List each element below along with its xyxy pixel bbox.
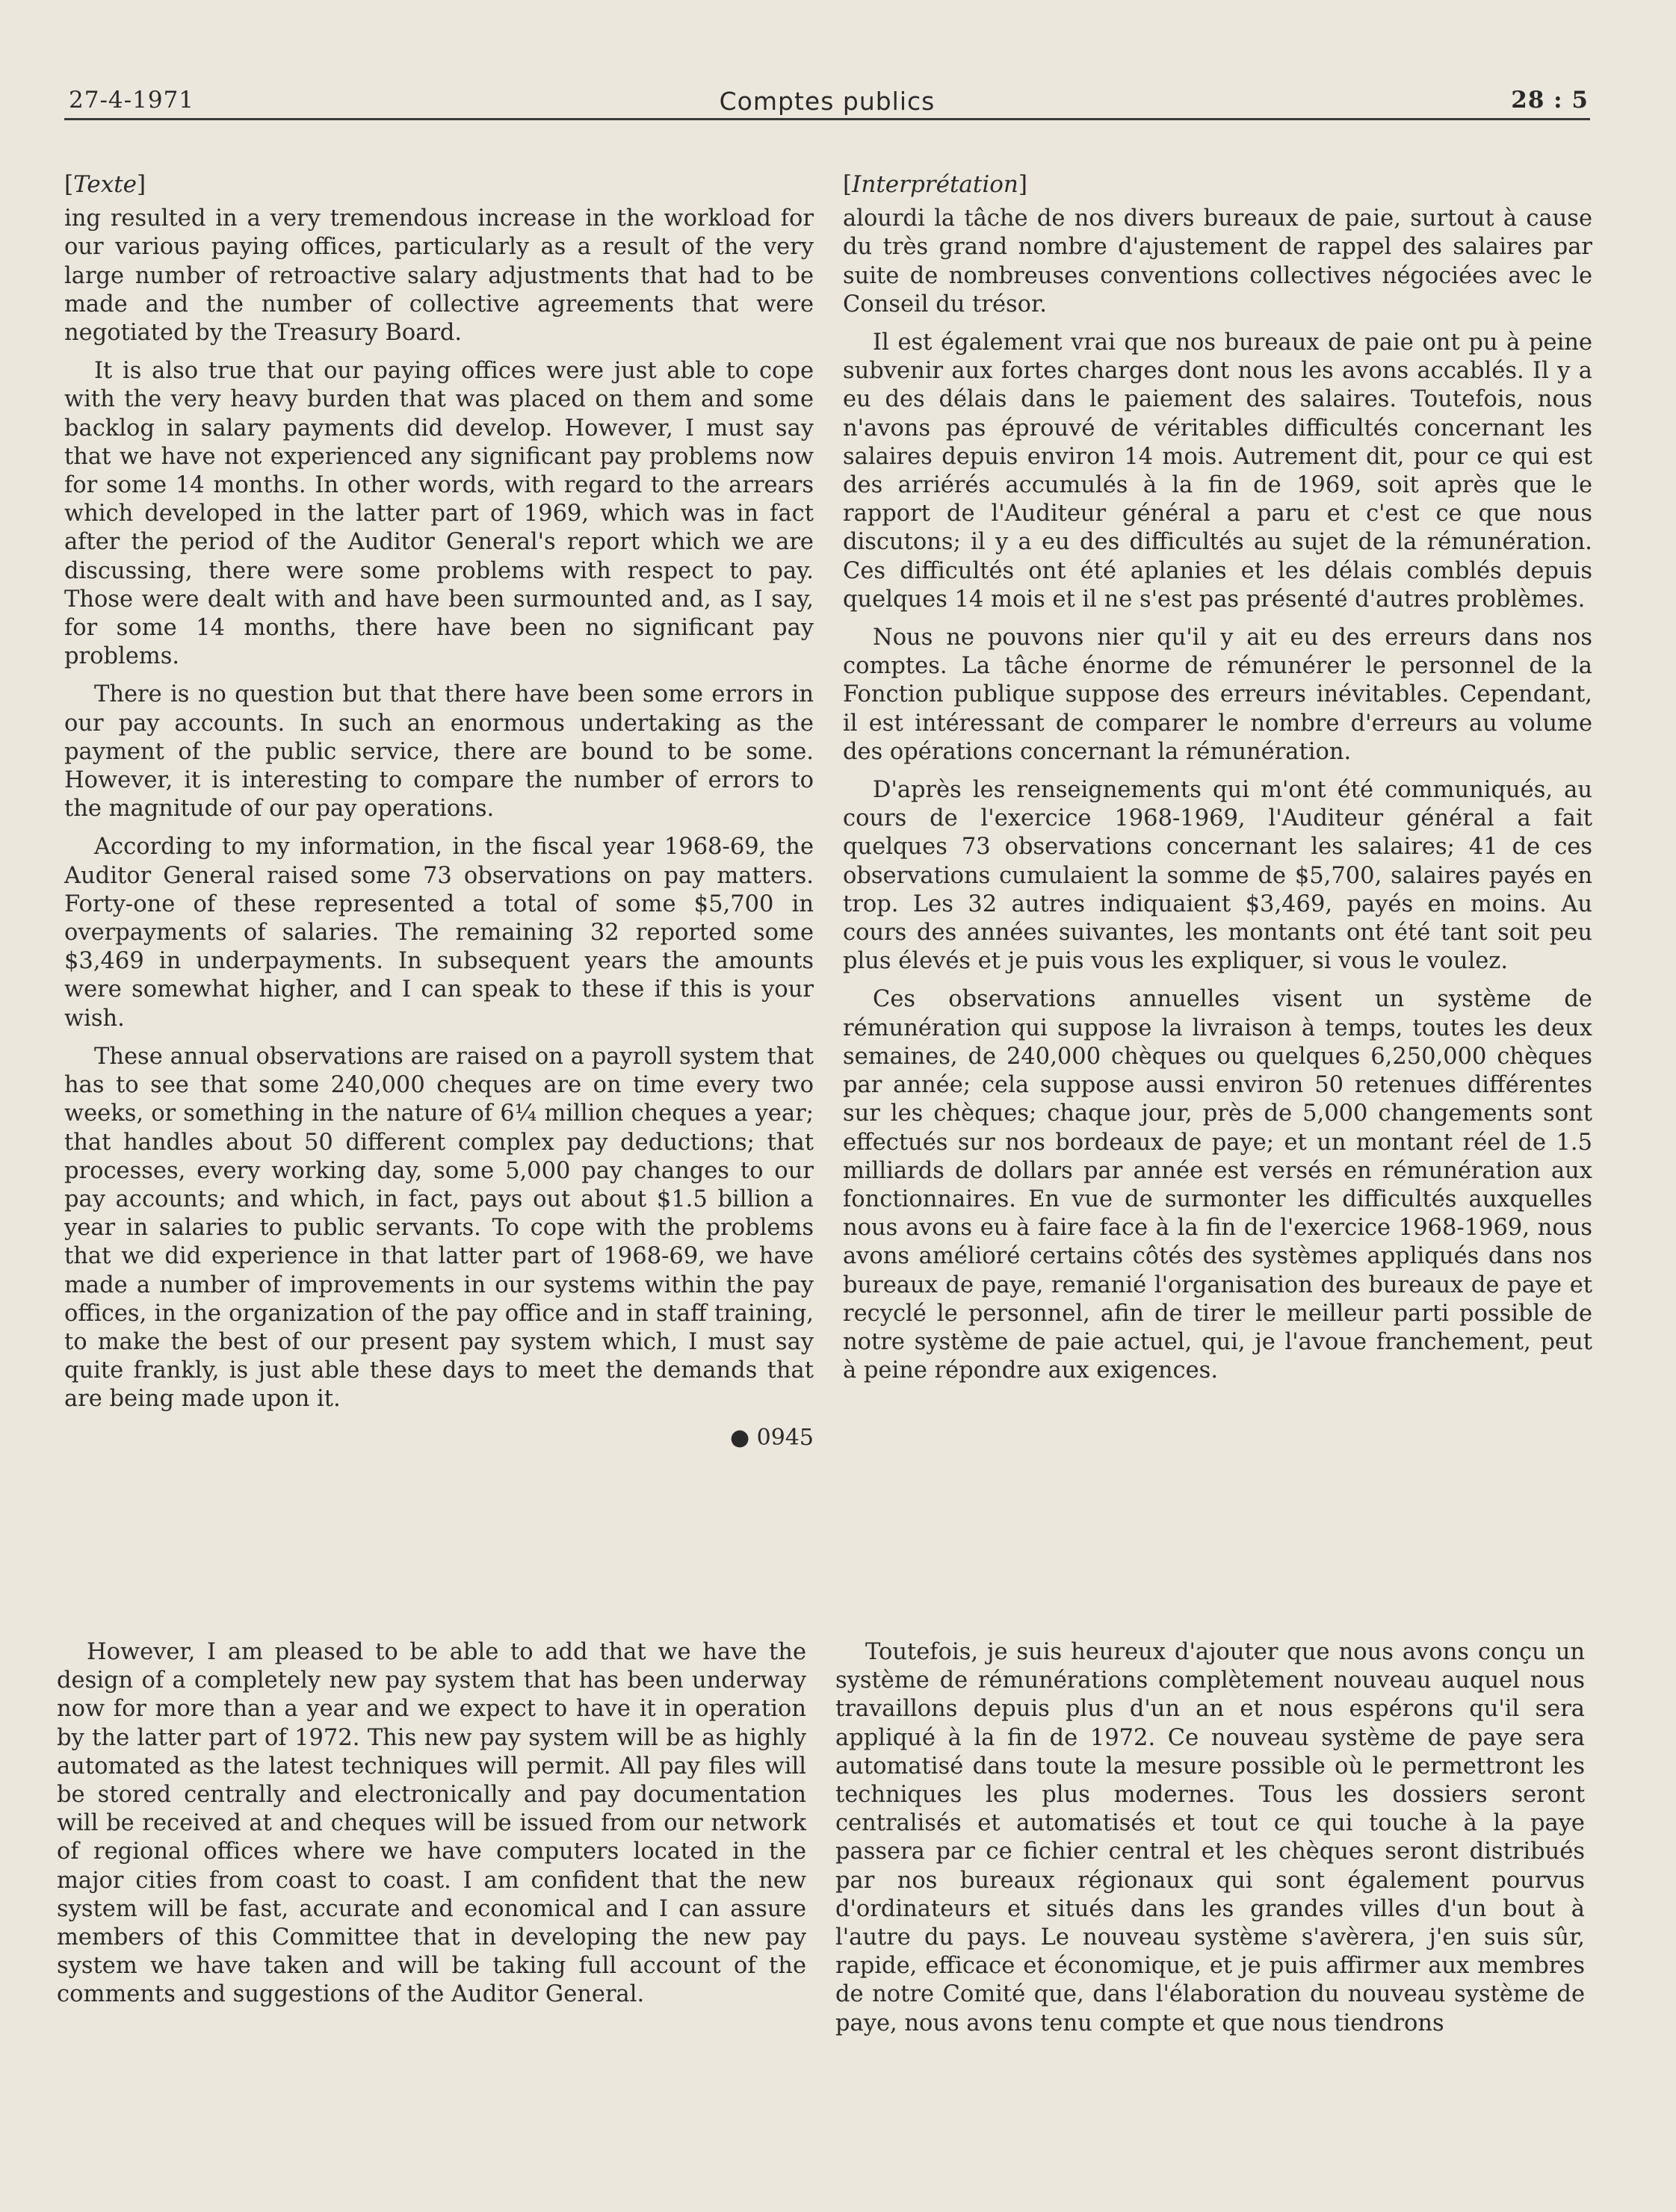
left-column-top xyxy=(64,170,814,1462)
left-column-tag: [Texte] xyxy=(64,171,146,198)
header-date: 27-4-1971 xyxy=(69,87,195,114)
left-paragraph-after-marker: However, I am pleased to be able to add that we have the design of a completely new pay system that has been underway now for more than a year and we expect to have it in operation by the latter part of 1972. This new pay system will be as highly automated as the latest techniques will permit. All pay files will be stored centrally and electronically and pay documentation will be received at and cheques will be issued from our network of regional offices where we have computers located in the major cities from coast to coast. I am confident that the new system will be fast, accurate and economical and I can assure members of this Committee that in developing the new pay system we have taken and will be taking full account of the comments and suggestions of the Auditor General. xyxy=(57,1639,806,2008)
right-paragraph: Il est également vrai que nos bureaux de paie ont pu à peine subvenir aux fortes charges dont nous les avons accablés. Il y a eu des délais dans le paiement des salaires. Toutefois, nous n'avons pas éprouvé de véritables difficultés concernant les salaires depuis environ 14 mois. Autrement dit, pour ce qui est des arriérés accumulés à la fin de 1969, soit après que le rapport de l'Auditeur général a paru et c'est ce que nous discutons; il y a eu des difficultés au sujet de la rémunération. Ces difficultés ont été aplanies et les délais comblés depuis quelques 14 mois et il ne s'est pas présenté d'autres problèmes. xyxy=(843,329,1592,613)
left-paragraph: These annual observations are raised on a payroll system that has to see that some 240,000 cheques are on time every two weeks, or something in the nature of 6¼ million cheques a year; that handles about 50 different complex pay deductions; that processes, every working day, some 5,000 pay changes to our pay accounts; and which, in fact, pays out about $1.5 billion a year in salaries to public servants. To cope with the problems that we did experience in that latter part of 1968-69, we have made a number of improvements in our systems within the pay offices, in the organization of the pay office and in staff training, to make the best of our present pay system which, I must say quite frankly, is just able these days to meet the demands that are being made upon it. xyxy=(64,1043,814,1413)
right-paragraph: D'après les renseignements qui m'ont été communiqués, au cours de l'exercice 1968-1969, l'Auditeur général a fait quelques 73 observations concernant les salaires; 41 de ces observations cumulaient la somme de $5,700, salaires payés en trop. Les 32 autres indiquaient $3,469, payés en moins. Au cours des années suivantes, les montants ont été tant soit peu plus élevés et je puis vous les expliquer, si vous le voulez. xyxy=(843,777,1592,975)
right-paragraph: Nous ne pouvons nier qu'il y ait eu des erreurs dans nos comptes. La tâche énorme de rémunérer le personnel de la Fonction publique suppose des erreurs inévitables. Cependant, il est intéressant de comparer le nombre d'erreurs au volume des opérations concernant la rémunération. xyxy=(843,625,1592,765)
time-marker: ● 0945 xyxy=(729,1424,814,1451)
left-paragraph: ing resulted in a very tremendous increase in the workload for our various paying offices, particularly as a result of the very large number of retroactive salary adjustments that had to be made and the number of collective agreements that were negotiated by the Treasury Board. xyxy=(64,205,814,347)
right-column-top xyxy=(843,170,1592,1395)
right-paragraph-after-marker: Toutefois, je suis heureux d'ajouter que nous avons conçu un système de rémunérations complètement nouveau auquel nous travaillons depuis plus d'un an et nous espérons qu'il sera appliqué à la fin de 1972. Ce nouveau système de paye sera automatisé dans toute la mesure possible où le permettront les techniques les plus modernes. Tous les dossiers seront centralisés et automatisés et tout ce qui touche à la paye passera par ce fichier central et les chèques seront distribués par nos bureaux régionaux qui sont également pourvus d'ordinateurs et situés dans les grandes villes d'un bout à l'autre du pays. Le nouveau système s'avèrera, j'en suis sûr, rapide, efficace et économique, et je puis affirmer aux membres de notre Comité que, dans l'élaboration du nouveau système de paye, nous avons tenu compte et que nous tiendrons xyxy=(835,1639,1585,2036)
header-title: Comptes publics xyxy=(719,87,936,116)
right-column-tag: [Interprétation] xyxy=(843,171,1028,198)
right-paragraph: Ces observations annuelles visent un système de rémunération qui suppose la livraison à temps, toutes les deux semaines, de 240,000 chèques ou quelques 6,250,000 chèques par année; cela suppose aussi environ 50 retenues différentes sur les chèques; chaque jour, près de 5,000 changements sont effectués sur nos bordeaux de paye; et un montant réel de 1.5 milliards de dollars par année est versés en rémunération aux fonctionnaires. En vue de surmonter les difficultés auxquelles nous avons eu à faire face à la fin de l'exercice 1968-1969, nous avons amélioré certains côtés des systèmes appliqués dans nos bureaux de paye, remanié l'organisation des bureaux de paye et recyclé le personnel, afin de tirer le meilleur parti possible de notre système de paie actuel, qui, je l'avoue franchement, peut à peine répondre aux exigences. xyxy=(843,986,1592,1384)
left-paragraph: According to my information, in the fiscal year 1968-69, the Auditor General raised some 73 observations on pay matters. Forty-one of these represented a total of some $5,700 in overpayments of salaries. The remaining 32 reported some $3,469 in underpayments. In subsequent years the amounts were somewhat higher, and I can speak to these if this is your wish. xyxy=(64,834,814,1032)
left-column-bottom xyxy=(57,1638,806,2019)
right-paragraph: alourdi la tâche de nos divers bureaux de paie, surtout à cause du très grand nombre d'ajustement de rappel des salaires par suite de nombreuses conventions collectives négociées avec le Conseil du trésor. xyxy=(843,205,1592,317)
left-paragraph: There is no question but that there have been some errors in our pay accounts. In such an enormous undertaking as the payment of the public service, there are bound to be some. However, it is interesting to compare the number of errors to the magnitude of our pay operations. xyxy=(64,681,814,822)
page-header xyxy=(64,81,1590,120)
header-page-number: 28 : 5 xyxy=(1511,87,1589,114)
left-paragraph: It is also true that our paying offices were just able to cope with the very heavy burden that was placed on them and some backlog in salary payments did develop. However, I must say that we have not experienced any significant pay problems now for some 14 months. In other words, with regard to the arrears which developed in the latter part of 1969, which was in fact after the period of the Auditor General's report which we are discussing, there were some problems with respect to pay. Those were dealt with and have been surmounted and, as I say, for some 14 months, there have been no significant pay problems. xyxy=(64,358,814,670)
right-column-bottom xyxy=(835,1638,1585,2048)
